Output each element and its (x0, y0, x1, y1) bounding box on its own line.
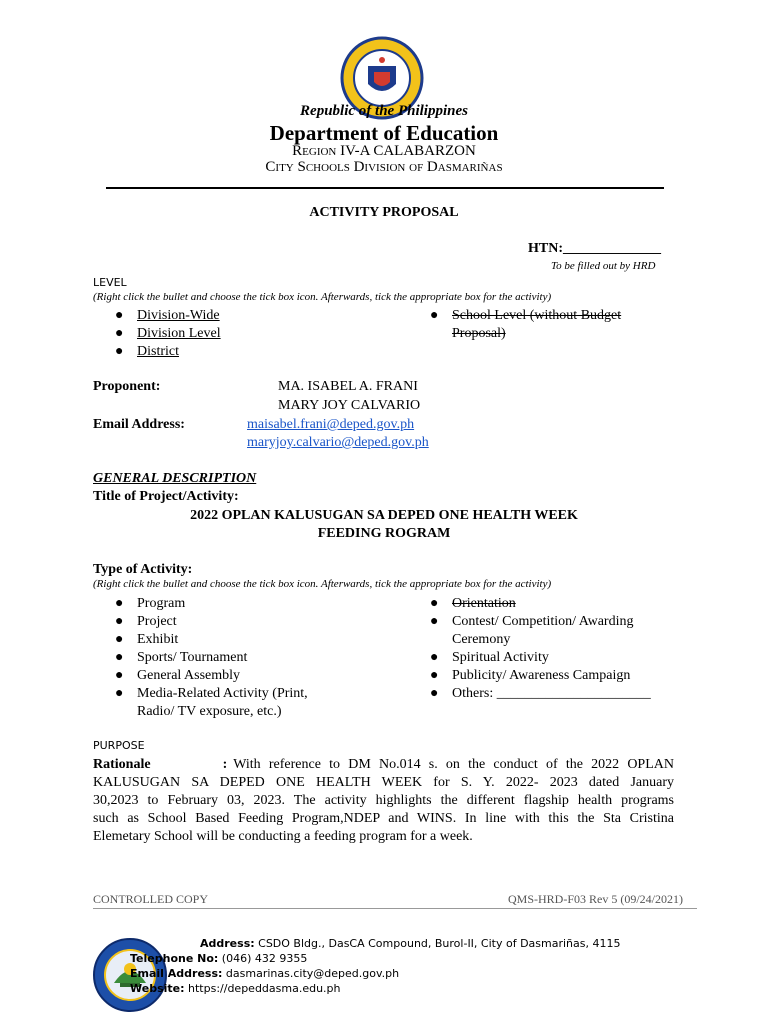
activity-option[interactable]: ● Project (115, 614, 177, 629)
activity-title-line: 2022 OPLAN KALUSUGAN SA DEPED ONE HEALTH WEEK (190, 508, 578, 523)
level-option-school-level[interactable]: ● School Level (without Budget (430, 308, 622, 323)
bullet-icon: ● (430, 668, 439, 683)
republic-heading: Republic of the Philippines (300, 103, 468, 119)
department-heading: Department of Education (269, 121, 499, 145)
activity-option[interactable]: ● Publicity/ Awareness Campaign (430, 668, 631, 683)
bullet-icon: ● (115, 632, 124, 647)
level-instruction: (Right click the bullet and choose the tick box icon. Afterwards, tick the appropriate box for the activity) (93, 291, 552, 303)
activity-option[interactable]: ● Program (115, 596, 186, 611)
bullet-icon: ● (115, 344, 124, 359)
activity-option-cont: Ceremony (452, 632, 511, 647)
activity-option[interactable]: ● Others: ______________________ (430, 686, 651, 701)
bullet-icon: ● (430, 650, 439, 665)
bullet-icon: ● (115, 686, 124, 701)
bullet-icon: ● (430, 308, 439, 323)
activity-option[interactable]: ● Spiritual Activity (430, 650, 549, 665)
title-label: Title of Project/Activity: (93, 489, 239, 504)
level-option-division-level[interactable]: ● Division Level (115, 326, 221, 341)
activity-instruction: (Right click the bullet and choose the tick box icon. Afterwards, tick the appropriate box for the activity) (93, 578, 552, 590)
form-title: ACTIVITY PROPOSAL (309, 205, 459, 220)
division-heading: City Schools Division of Dasmariñas (265, 159, 503, 175)
level-option-district[interactable]: ● District (115, 344, 179, 359)
htn-note: To be filled out by HRD (551, 260, 656, 272)
bullet-icon: ● (115, 308, 124, 323)
footer-divider (93, 908, 697, 909)
footer-address: Address: CSDO Bldg., DasCA Compound, Burol-II, City of Dasmariñas, 4115 (200, 937, 621, 950)
proponent-name: MA. ISABEL A. FRANI (278, 379, 418, 394)
level-label: LEVEL (93, 276, 127, 289)
bullet-icon: ● (115, 668, 124, 683)
bullet-icon: ● (430, 596, 439, 611)
level-option-division-wide[interactable]: ● Division-Wide (115, 308, 220, 323)
bullet-icon: ● (430, 686, 439, 701)
proponent-name: MARY JOY CALVARIO (278, 398, 421, 413)
footer-email: Email Address: dasmarinas.city@deped.gov.ph (130, 967, 400, 980)
type-of-activity-label: Type of Activity: (93, 562, 193, 577)
bullet-icon: ● (115, 326, 124, 341)
bullet-icon: ● (115, 596, 124, 611)
email-link[interactable]: maryjoy.calvario@deped.gov.ph (247, 435, 429, 450)
rationale-paragraph: Rationale : With reference to DM No.014 s. on the conduct of the 2022 OPLAN KALUSUGAN SA DEPED ONE HEALTH WEEK for S. Y. 2022- 2023 dated January 30,2023 to February 03, 2023. The activity highlights the different flagship health programs such as School Based Feeding Program,NDEP and WINS. In line with this the Sta Cristina Elemetary School will be conducting a feeding program for a week. (93, 757, 674, 844)
htn-field[interactable]: HTN:______________ (528, 241, 661, 256)
region-heading: Region IV-A CALABARZON (292, 143, 476, 159)
activity-option[interactable]: ● Sports/ Tournament (115, 650, 248, 665)
activity-option[interactable]: ● Media-Related Activity (Print, (115, 686, 308, 701)
general-description-heading: GENERAL DESCRIPTION (93, 471, 257, 486)
activity-option[interactable]: ● General Assembly (115, 668, 241, 683)
bullet-icon: ● (115, 650, 124, 665)
controlled-copy-label: CONTROLLED COPY (93, 892, 209, 906)
proponent-label: Proponent: (93, 379, 161, 394)
footer-website: Website: https://depeddasma.edu.ph (130, 982, 341, 995)
form-code: QMS-HRD-F03 Rev 5 (09/24/2021) (508, 892, 684, 906)
purpose-label: PURPOSE (93, 739, 145, 752)
activity-option[interactable]: ● Orientation (430, 596, 516, 611)
activity-option[interactable]: ● Contest/ Competition/ Awarding (430, 614, 634, 629)
email-label: Email Address: (93, 417, 185, 432)
header-divider (106, 187, 664, 189)
bullet-icon: ● (430, 614, 439, 629)
activity-option-cont: Radio/ TV exposure, etc.) (137, 704, 282, 719)
footer-telephone: Telephone No: (046) 432 9355 (130, 952, 308, 965)
bullet-icon: ● (115, 614, 124, 629)
activity-title-line: FEEDING ROGRAM (317, 526, 451, 541)
level-option-school-level-cont: Proposal) (452, 326, 506, 341)
activity-option[interactable]: ● Exhibit (115, 632, 179, 647)
email-link[interactable]: maisabel.frani@deped.gov.ph (247, 417, 415, 432)
